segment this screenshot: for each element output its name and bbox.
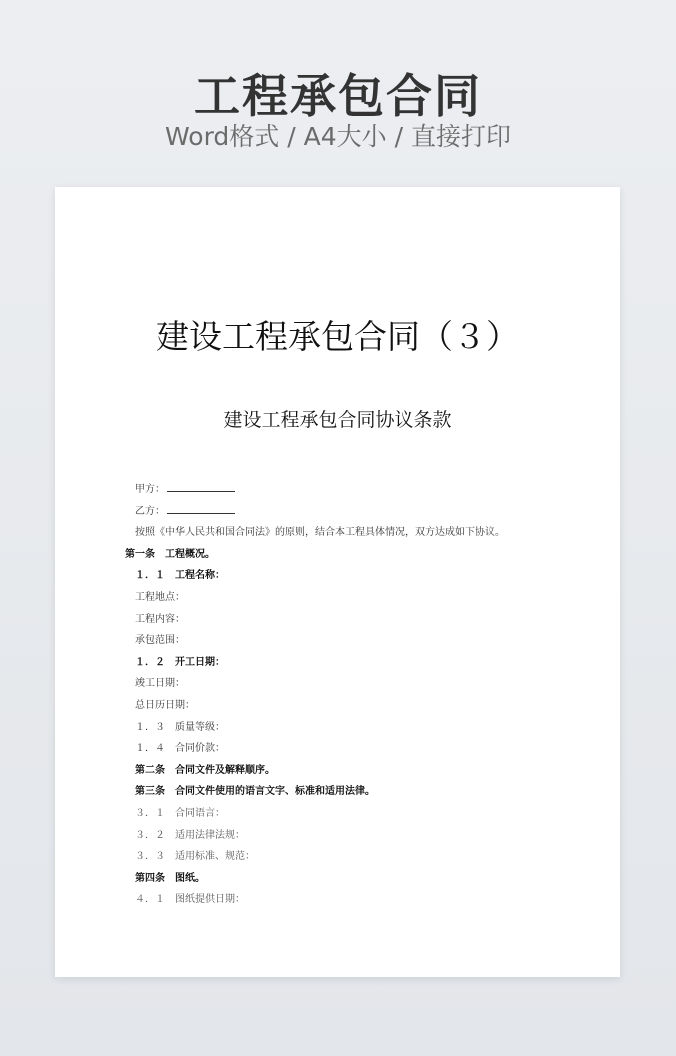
document-line: 第三条 合同文件使用的语言文字、标准和适用法律。 bbox=[135, 786, 375, 798]
document-page bbox=[55, 187, 620, 977]
document-title: 建设工程承包合同（３） bbox=[156, 317, 519, 356]
page-title: 工程承包合同 bbox=[194, 69, 482, 123]
document-line: ４．１ 图纸提供日期： bbox=[135, 894, 245, 906]
document-line: 第一条 工程概况。 bbox=[125, 548, 215, 560]
document-subtitle: 建设工程承包合同协议条款 bbox=[223, 409, 452, 431]
document-line: １．１ 工程名称： bbox=[135, 570, 225, 582]
party-a-line bbox=[55, 479, 620, 501]
party-a-label: 甲方： bbox=[135, 484, 165, 495]
document-line: 承包范围： bbox=[135, 635, 185, 647]
document-line: 工程内容： bbox=[135, 613, 185, 625]
page-subtitle: Word格式 / A4大小 / 直接打印 bbox=[165, 122, 511, 151]
party-a-blank bbox=[167, 481, 235, 492]
document-body bbox=[55, 479, 620, 911]
party-b-label: 乙方： bbox=[135, 505, 165, 517]
party-b-blank bbox=[167, 503, 235, 514]
document-line: 总日历日期： bbox=[135, 699, 195, 711]
document-line: 工程地点： bbox=[135, 591, 185, 603]
document-line: 按照《中华人民共和国合同法》的原则，结合本工程具体情况，双方达成如下协议。 bbox=[135, 527, 505, 539]
document-line: 竣工日期： bbox=[135, 678, 185, 690]
document-line: 第四条 图纸。 bbox=[135, 872, 205, 884]
document-line: 第二条 合同文件及解释顺序。 bbox=[135, 764, 275, 776]
document-line: ３．２ 适用法律法规： bbox=[135, 829, 245, 841]
document-line: １．２ 开工日期： bbox=[135, 656, 225, 668]
document-line: ３．３ 适用标准、规范： bbox=[135, 851, 255, 863]
document-line: ３．１ 合同语言： bbox=[135, 807, 225, 819]
document-line: １．３ 质量等级： bbox=[135, 721, 225, 733]
party-b-line bbox=[55, 501, 620, 523]
document-line: １．４ 合同价款： bbox=[135, 743, 225, 755]
